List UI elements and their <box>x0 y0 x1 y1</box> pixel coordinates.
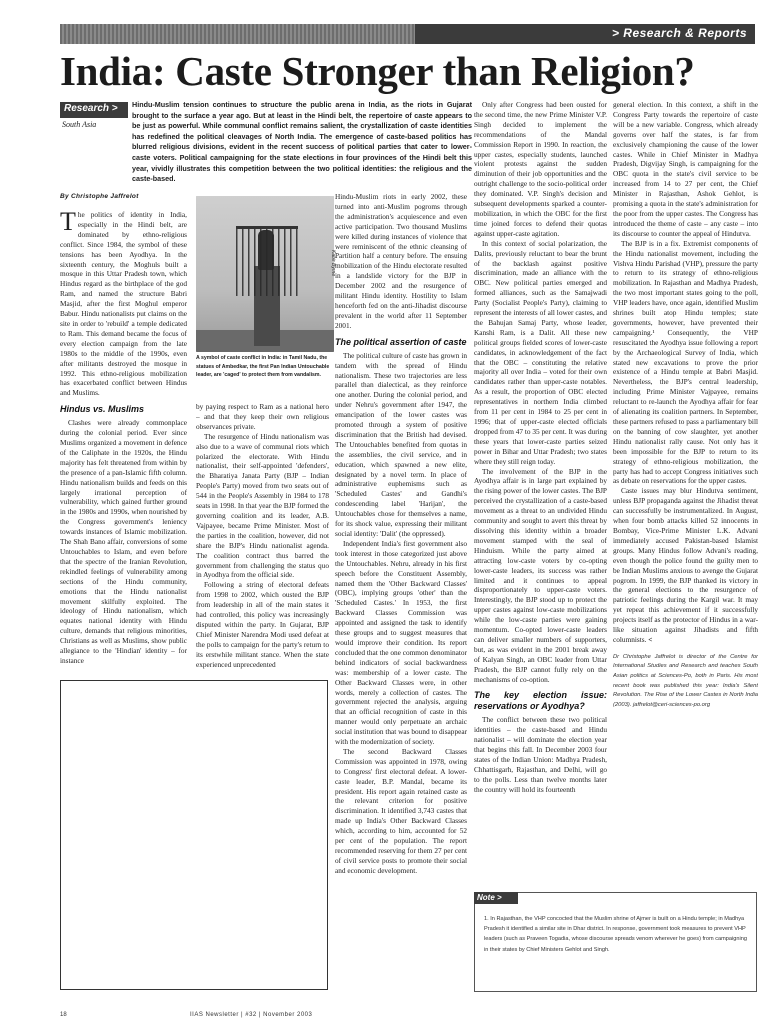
note-heading: Note > <box>474 892 518 904</box>
paragraph-text: he politics of identity in India, especially in the Hindi belt, are dominated by ethno-religious conflict. Since 1984, the symbol of these tensions has been Ayodhya. In the sixteenth century, the Moghuls built a mosque in this Uttar Pradesh town, which Hindus regard as the birthplace of the god Ram, and named the structure Babri Masjid, after the first Moghul emperor Babur. Hindu nationalists put claims on the site in order to 'rebuild' a temple dedicated to Ram. This demand became the focus of every election campaign from the late 1980s to the middle of the 1990s, even after militants destroyed the mosque in 1992. This ethno-religious mobilization has exacerbated conflict between Hindus and Muslims. <box>60 210 187 398</box>
byline: By Christophe Jaffrelot <box>60 193 139 200</box>
paragraph-text: Caste issues may blur Hindutva sentiment, unless BJP propaganda against the Jihadist threat can successfully be instrumentalized. In August, when four bomb attacks killed 52 innocents in Bombay, Vice-Prime Minister L.K. Advani immediately accused Pakistan-based Islamist groups. Many Hindus follow Advani's reading, even though the police found the guilty men to be Indian Muslims anxious to avenge the Gujarat pogrom. In 1999, the BJP thanked its victory in the general elections to the resurgence of patriotic feelings during the Kargil war. It may yet repeat this achievement if it successfully projects itself as the protector of Hindus in a war-like situation against Jihadists and fifth columnists. <box>613 486 758 644</box>
column-4 <box>474 100 607 886</box>
drop-cap: T <box>60 210 76 236</box>
column-1-paragraph-2: Clashes were already commonplace during the colonial period. Ever since Muslims organized a movement in defence of the Caliphate in the 1920s, the Hindu majority has felt threatened from within by the presence of a pan-Islamic fifth column. Hindu nationalism builds and feeds on this largely irrational perception of vulnerability, which gained further ground in the 1980s and 1990s, when nourished by the Congress government's leniency towards instances of Islamic mobilization. The Shah Bano affair, conversions of some Untouchables to Islam, and even before that the spectre of the Iranian Revolution, rekindled feelings of vulnerability among sections of the Hindu community, emotions that the Hindu nationalist movement skilfully exploited. The ideology of Hindu nationalism, which equates national identity with Hindu culture, demands that religious minorities, Christians as well as Muslims, show public allegiance to the 'Hindian' identity – for instance <box>60 418 187 665</box>
column-4-paragraph-4: The conflict between these two political identities – the caste-based and Hindu nationalist – will dominate the election year that begins this fall. In December 2003 four states of the Indian Union: Madhya Pradesh, Chhattisgarh, Rajasthan, and Delhi, will go to the polls. Less than twelve months later the country will hold its fourteenth <box>474 715 607 794</box>
column-5-paragraph-1: general election. In this context, a shift in the Congress Party towards the repertoire of caste will be a new variable. Congress, which already governs over half the states, is far from exclusively championing the cause of the lower castes. While in Chief Minister in Madhya Pradesh, Digvijay Singh, is campaigning for the OBC quota in the state's civil service to be increased from 14 to 27 per cent, the Chief Minister in Rajasthan, Ashok Gehlot, is promising a quota in the state's administration for the poor from the upper castes. The Congress has introduced the theme of caste – any caste – into its discourse to counter the appeal of Hindutva. <box>613 100 758 238</box>
empty-frame <box>60 680 328 990</box>
article-lead: Hindu-Muslim tension continues to structure the public arena in India, as the riots in Gujarat brought to the surface a year ago. But at least in the Hindi belt, the repertoire of caste appears to be just as powerful. While communal conflict remains salient, the crystallization of caste identities has redefined the political cleavages of North India. The emergence of caste-based politics has blurred religious divisions, evident in the recent success of political parties that cater to lower-caste voters. Political campaigning for the state elections in four provinces of the Hindi belt this year, vividly illustrates this competition between the two political identities: the religious and the caste-based. <box>132 100 472 184</box>
column-1 <box>60 210 187 674</box>
photo-caption: A symbol of caste conflict in India: in Tamil Nadu, the statues of Ambedkar, the first Pan Indian Untouchable leader, are 'caged' to protect them from vandalism. <box>196 355 330 379</box>
section-header: > Research & Reports <box>415 24 755 44</box>
column-4-paragraph-2: In this context of social polarization, the Dalits, previously reluctant to bear the brunt of the backlash against positive discrimination, made an alliance with the OBC. New political parties emerged and formed alliances, such as the Samajwadi Party (Socialist People's Party), claiming to represent the interests of all lower castes, and the Bahujan Samaj Party, whose leader, Kanshi Ram, is a Dalit. All these new political groups fielded scores of lower-caste candidates, in acknowledgement of the fact that the OBC – constituting the relative majority all over India – voted for their own candidates rather than upper-caste notables. As a result, the proportion of OBC elected representatives in northern India climbed from 11 per cent in 1984 to 25 per cent in 1996; that of upper-caste elected officials dropped from 47 to 35 per cent. It was during these years that lower-caste parties seized power in Bihar and Uttar Pradesh; two states where they still reign today. <box>474 238 607 466</box>
end-mark: < <box>648 634 653 644</box>
column-5 <box>613 100 758 886</box>
article-title: India: Caste Stronger than Religion? <box>60 48 695 94</box>
column-2-paragraph-2: The resurgence of Hindu nationalism was also due to a wave of communal riots which polarized the electorate. With Hindu nationalist, their self-appointed 'defenders', the Bharatiya Janata Party (BJP – Indian People's Party) moved from two seats out of 544 in the People's Assembly in 1984 to 178 seats in 1998. In that year the BJP formed the governing coalition and its leader, A.B. Vajpayee, became Prime Minister. Most of the parties in the coalition, however, did not share the BJP's Hindu nationalist agenda. The coalition contract thus barred the government from challenging the status quo in Ayodhya from the official side. <box>196 431 329 580</box>
publication-footer: IIAS Newsletter | #32 | November 2003 <box>190 1012 313 1018</box>
page-number: 18 <box>60 1012 67 1018</box>
column-4-paragraph-1: Only after Congress had been ousted for the second time, the new Prime Minister V.P. Singh decided to implement the recommendations of the Mandal Commission Report in 1990. In reaction, the upper castes, especially students, launched violent protests against the sudden diminution of their job opportunities and the outright challenge to the socio-political order they dominated. V.P. Singh's decision and subsequent developments sparked a counter-mobilization, in which the OBC for the first time joined forces to defend their quotas against upper-caste agitation. <box>474 100 607 238</box>
author-bio: Dr Christophe Jaffrelot is director of the Centre for International Studies and Research and teaches South Asian politics at Sciences-Po, both in Paris. His most recent book was published this year: India's Silent Revolution. The Rise of the Lower Castes in North India (2003). jaffrelot@ceri-sciences-po.org <box>613 653 758 708</box>
region-label: South Asia <box>62 120 97 129</box>
column-3-paragraph-4: The second Backward Classes Commission was appointed in 1978, owing to Congress' first electoral defeat. A lower-caste leader, B.P. Mandal, became its president. His report again retained caste as the relevant criterion for positive discrimination. It identified 3,743 castes that made up India's Other Backward Classes which, according to him, accounted for 52 per cent of the population. The report recommended reserving for them 27 per cent of civil service posts to promote their social and economic development. <box>335 746 467 875</box>
column-2-paragraph-1: by paying respect to Ram as a national hero – and that they keep their own religious observances private. <box>196 402 329 431</box>
column-4-paragraph-3: The involvement of the BJP in the Ayodhya affair is in large part explained by the rising power of the lower castes. The BJP perceived the crystallization of a caste-based movement as a threat to an undivided Hindu community and sought to avert this threat by dissolving this identity within a broader movement stamped with the seal of Hinduism. While the party aimed at attracting low-caste voters by co-opting lower-caste leaders, its success was rather limited and it continues to appeal disproportionately to upper-caste voters. Interestingly, the BJP stood up to protect the upper castes against low-caste mobilizations while the low-caste parties were gaining momentum. Co-opted lower-caste leaders can deliver smaller numbers of supporters, but, as was evident in the 2001 break away of Kalyan Singh, an OBC leader from Uttar Pradesh, the BJP cannot fully rely on the mechanisms of co-option. <box>474 466 607 684</box>
column-5-paragraph-3 <box>613 486 758 645</box>
research-badge: Research > <box>60 102 128 118</box>
column-1-paragraph <box>60 210 187 398</box>
column-3-paragraph-1: Hindu-Muslim riots in early 2002, these turned into anti-Muslim pogroms through the administration's acquiescence and even active participation. Two thousand Muslims were killed during instances of violence that were reminiscent of the ethnic cleansing of Partition half a century before. The ensuing mobilization of the Hindu electorate resulted in a landslide victory for the BJP in December 2002 and the resurgence of militant Hindu identity. Hostility to Islam henceforth fed on the anti-Jihadist discourse prevalent in the world after 11 September 2001. <box>335 192 467 330</box>
header-decorative-band <box>60 24 415 44</box>
subheading-hindus-vs-muslims: Hindus vs. Muslims <box>60 404 145 415</box>
column-2 <box>196 402 329 674</box>
column-3 <box>335 192 467 986</box>
subheading-political-assertion-of-caste: The political assertion of caste <box>335 336 467 347</box>
column-5-paragraph-2: The BJP is in a fix. Extremist components of the Hindu nationalist movement, including the Vishva Hindu Parishad (VHP), pressure the party to return to its strategy of ethno-religious mobilization. In Rajasthan and Madhya Pradesh, the two most important states going to the poll, VHP leaders have, once again, identified Muslim shrines built atop Hindu temples; state governments, however, have prevented their campaigning.¹ Consequently, the VHP resuscitated the Ayodhya issue following a report by the Archaeological Survey of India, which stated new excavations to prove the prior existence of a Hindu temple at Babri Masjid. Nevertheless, the BJP's central leadership, including Prime Minister Vajpayee, remains reluctant to re-launch the Ayodhya affair for fear of alienating its coalition partners. In September, these partners refused to pass a parliamentary bill on the banning of cow slaughter, yet another Hindu nationalist rally cause. Not only has it been impossible for the BJP to return to its strategy of ethno-religious mobilization, the party has had to accept Congress initiatives such as debate on reservations for the upper castes. <box>613 238 758 486</box>
subheading-key-election-issue: The key election issue: reservations or Ayodhya? <box>474 690 607 712</box>
column-2-paragraph-3: Following a string of electoral defeats from 1998 to 2002, which ousted the BJP from leadership in all of the main states it had controlled, this policy was increasingly disputed within the party. In Gujarat, BJP Chief Minister Narendra Modi used defeat at the polls to campaign for the party's return to its erstwhile militant stance. When the state experienced unprecedented <box>196 580 329 669</box>
note-text: 1. In Rajasthan, the VHP concocted that the Muslim shrine of Ajmer is built on a Hindu temple; in Madhya Pradesh it identified a similar site in Dhar district. In response, government took measures to prevent VHP leaders (such as Praveen Togadia, whose discourse spreads venom wherever he goes) from campaigning in their states by Chief Ministers Gehlot and Singh. <box>484 916 747 953</box>
column-3-paragraph-2: The political culture of caste has grown in tandem with the spread of Hindu nationalism. These two trajectories are less parallel than dialectical, as they reinforce one another. During the colonial period, and under Nehru's government after 1947, the emancipation of the lower castes was promoted through a system of positive discrimination that the British had devised. The Untouchables benefited from quotas in the assemblies, the civil service, and in education, which spawned a new elite, designated by a novel term. In place of administrative euphemisms such as 'Scheduled Castes' and Gandhi's condescending label 'Harijan', the Untouchables chose for themselves a name, for its shock value, expressing their militant social identity: 'Dalit' (the oppressed). <box>335 350 467 538</box>
ambedkar-statue-photo <box>196 196 334 352</box>
column-3-paragraph-3: Independent India's first government also took interest in those categorized just above the Untouchables. Nehru, already in his first speech before the Constituent Assembly, named them the 'Other Backward Classes' (OBC), implying groups 'other' than the 'Scheduled Castes.' In 1953, the first Backward Classes Commission was appointed and assigned the task to identify these groups and to suggest measures that would improve their condition. Its report concluded that the one common denominator behind indicators of social backwardness was: membership of a lower caste. The Other Backward Classes were, in other words, merely a collection of castes. The government rejected the analysis, arguing that an official recognition of caste in this manner would only perpetuate an archaic social institution that was bound to disappear with the modernization of society. <box>335 538 467 747</box>
photo-credit: Kabir Byrne <box>330 250 336 277</box>
